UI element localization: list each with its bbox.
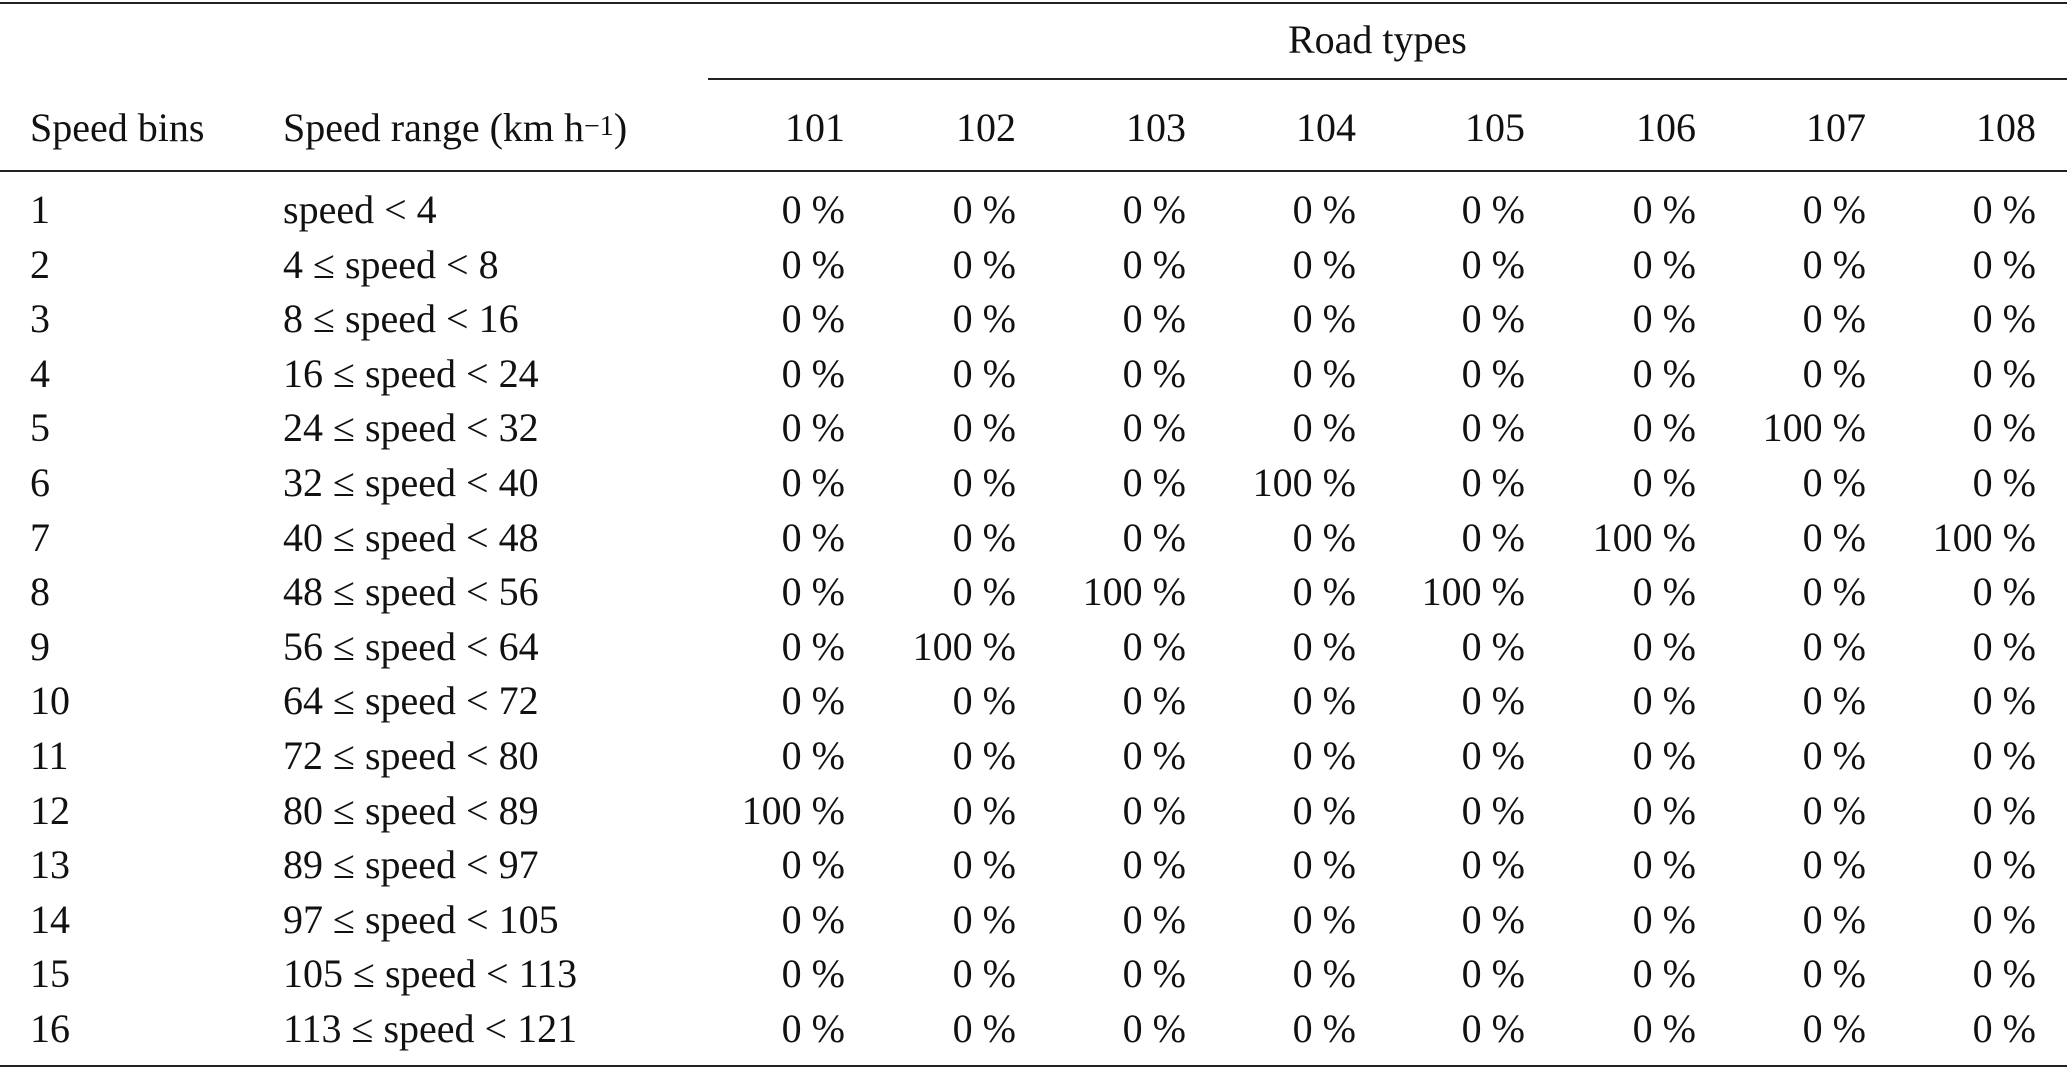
percentage-cell: 0 % [1972,1006,2036,1051]
col-header-speed-range [283,104,627,157]
percentage-cell: 0 % [1802,951,1866,996]
percentage-cell: 0 % [1292,187,1356,232]
percentage-cell: 0 % [1802,733,1866,778]
speed-bin-cell: 16 [30,1006,70,1051]
percentage-cell: 0 % [1632,897,1696,942]
percentage-cell: 0 % [952,296,1016,341]
percentage-cell: 0 % [1122,296,1186,341]
percentage-cell: 0 % [1972,788,2036,833]
speed-bin-cell: 4 [30,351,50,396]
percentage-cell: 0 % [781,296,845,341]
percentage-cell: 0 % [1122,788,1186,833]
percentage-cell: 0 % [781,515,845,560]
percentage-cell: 0 % [1802,296,1866,341]
percentage-cell: 0 % [781,569,845,614]
percentage-cell: 0 % [1972,733,2036,778]
percentage-cell: 100 % [1421,569,1525,614]
percentage-cell: 0 % [1802,515,1866,560]
percentage-cell: 0 % [952,405,1016,450]
percentage-cell: 0 % [1461,897,1525,942]
speed-range-cell: 72 ≤ speed < 80 [283,733,539,778]
speed-range-cell: speed < 4 [283,187,437,232]
percentage-cell: 0 % [1802,460,1866,505]
percentage-cell: 100 % [1082,569,1186,614]
percentage-cell: 0 % [1122,515,1186,560]
col-header-road-type: 103 [1126,105,1186,150]
top-rule [0,2,2067,4]
percentage-cell: 0 % [952,897,1016,942]
percentage-cell: 0 % [1461,788,1525,833]
col-header-road-type: 108 [1976,105,2036,150]
percentage-cell: 0 % [1122,187,1186,232]
speed-bin-cell: 7 [30,515,50,560]
percentage-cell: 0 % [1292,405,1356,450]
percentage-cell: 0 % [1802,842,1866,887]
percentage-cell: 0 % [1461,842,1525,887]
percentage-cell: 0 % [1461,1006,1525,1051]
percentage-cell: 0 % [1461,951,1525,996]
percentage-cell: 100 % [1252,460,1356,505]
percentage-cell: 0 % [1972,842,2036,887]
percentage-cell: 0 % [1802,788,1866,833]
percentage-cell: 0 % [1802,242,1866,287]
speed-range-cell: 113 ≤ speed < 121 [283,1006,578,1051]
percentage-cell: 0 % [1292,296,1356,341]
percentage-cell: 0 % [1802,897,1866,942]
percentage-cell: 0 % [952,1006,1016,1051]
percentage-cell: 0 % [1972,187,2036,232]
percentage-cell: 100 % [1762,405,1866,450]
percentage-cell: 0 % [1632,733,1696,778]
speed-bin-cell: 1 [30,187,50,232]
col-header-road-type: 106 [1636,105,1696,150]
col-header-road-type: 101 [785,105,845,150]
speed-range-cell: 24 ≤ speed < 32 [283,405,539,450]
percentage-cell: 0 % [1972,678,2036,723]
percentage-cell: 0 % [1802,351,1866,396]
percentage-cell: 0 % [781,351,845,396]
percentage-cell: 0 % [781,842,845,887]
bottom-rule [0,1065,2067,1067]
percentage-cell: 0 % [1632,1006,1696,1051]
percentage-cell: 0 % [1632,351,1696,396]
percentage-cell: 0 % [1122,624,1186,669]
percentage-cell: 0 % [781,678,845,723]
percentage-cell: 0 % [1972,569,2036,614]
percentage-cell: 0 % [1632,951,1696,996]
percentage-cell: 0 % [1292,678,1356,723]
percentage-cell: 0 % [781,460,845,505]
speed-range-cell: 89 ≤ speed < 97 [283,842,539,887]
percentage-cell: 0 % [1632,460,1696,505]
percentage-cell: 0 % [952,460,1016,505]
percentage-cell: 0 % [1461,296,1525,341]
percentage-cell: 0 % [1632,788,1696,833]
percentage-cell: 0 % [952,569,1016,614]
group-header-rule [708,78,2067,80]
speed-bin-cell: 10 [30,678,70,723]
percentage-cell: 0 % [1461,624,1525,669]
percentage-cell: 0 % [1292,624,1356,669]
percentage-cell: 0 % [1461,405,1525,450]
percentage-cell: 0 % [1632,405,1696,450]
speed-range-cell: 80 ≤ speed < 89 [283,788,539,833]
speed-range-exponent: −1 [584,111,614,142]
percentage-cell: 0 % [1122,733,1186,778]
percentage-cell: 0 % [1292,733,1356,778]
speed-bin-cell: 2 [30,242,50,287]
percentage-cell: 0 % [1461,515,1525,560]
percentage-cell: 0 % [1292,569,1356,614]
percentage-cell: 0 % [1122,405,1186,450]
speed-bin-cell: 6 [30,460,50,505]
percentage-cell: 0 % [1122,242,1186,287]
col-header-road-type: 102 [956,105,1016,150]
percentage-cell: 100 % [1932,515,2036,560]
percentage-cell: 0 % [781,624,845,669]
speed-bin-cell: 15 [30,951,70,996]
speed-range-cell: 8 ≤ speed < 16 [283,296,519,341]
speed-bin-cell: 5 [30,405,50,450]
percentage-cell: 0 % [952,788,1016,833]
percentage-cell: 0 % [1972,624,2036,669]
speed-bin-cell: 12 [30,788,70,833]
percentage-cell: 100 % [1592,515,1696,560]
percentage-cell: 0 % [952,733,1016,778]
percentage-cell: 0 % [1122,897,1186,942]
speed-bin-cell: 13 [30,842,70,887]
group-header-road-types: Road types [1288,17,1467,62]
speed-bin-cell: 8 [30,569,50,614]
percentage-cell: 0 % [1632,242,1696,287]
percentage-cell: 0 % [1292,242,1356,287]
speed-bin-cell: 9 [30,624,50,669]
percentage-cell: 0 % [1632,842,1696,887]
speed-range-cell: 48 ≤ speed < 56 [283,569,539,614]
percentage-cell: 0 % [1802,624,1866,669]
speed-range-cell: 105 ≤ speed < 113 [283,951,578,996]
percentage-cell: 0 % [1632,569,1696,614]
percentage-cell: 0 % [1122,1006,1186,1051]
speed-range-cell: 16 ≤ speed < 24 [283,351,539,396]
percentage-cell: 0 % [1632,187,1696,232]
speed-range-cell: 64 ≤ speed < 72 [283,678,539,723]
percentage-cell: 0 % [1802,1006,1866,1051]
percentage-cell: 0 % [1122,951,1186,996]
percentage-cell: 0 % [1461,678,1525,723]
speed-range-cell: 97 ≤ speed < 105 [283,897,559,942]
percentage-cell: 0 % [1972,351,2036,396]
percentage-cell: 0 % [781,187,845,232]
speed-range-cell: 4 ≤ speed < 8 [283,242,499,287]
percentage-cell: 0 % [1122,351,1186,396]
percentage-cell: 0 % [1461,242,1525,287]
percentage-cell: 0 % [952,351,1016,396]
percentage-cell: 0 % [781,897,845,942]
percentage-cell: 0 % [1972,242,2036,287]
speed-range-cell: 32 ≤ speed < 40 [283,460,539,505]
percentage-cell: 0 % [1122,842,1186,887]
percentage-cell: 0 % [1972,951,2036,996]
percentage-cell: 0 % [781,1006,845,1051]
col-header-road-type: 107 [1806,105,1866,150]
percentage-cell: 0 % [1632,296,1696,341]
percentage-cell: 0 % [952,842,1016,887]
percentage-cell: 0 % [1802,678,1866,723]
percentage-cell: 0 % [1972,897,2036,942]
percentage-cell: 0 % [781,951,845,996]
col-header-road-type: 104 [1296,105,1356,150]
speed-range-suffix: ) [613,105,628,150]
percentage-cell: 0 % [1461,460,1525,505]
percentage-cell: 100 % [741,788,845,833]
percentage-cell: 0 % [1292,788,1356,833]
percentage-cell: 0 % [1122,678,1186,723]
percentage-cell: 0 % [1972,296,2036,341]
speed-range-prefix: Speed range (km h [283,105,585,150]
percentage-cell: 0 % [952,678,1016,723]
col-header-speed-bins: Speed bins [30,105,205,150]
percentage-cell: 0 % [1972,405,2036,450]
percentage-cell: 0 % [1632,678,1696,723]
header-bottom-rule [0,170,2067,172]
percentage-cell: 0 % [1292,515,1356,560]
percentage-cell: 0 % [1292,351,1356,396]
percentage-cell: 0 % [1632,624,1696,669]
speed-range-cell: 56 ≤ speed < 64 [283,624,539,669]
percentage-cell: 0 % [952,951,1016,996]
speed-bin-cell: 11 [30,733,69,778]
col-header-road-type: 105 [1465,105,1525,150]
speed-bin-cell: 3 [30,296,50,341]
percentage-cell: 0 % [1972,460,2036,505]
percentage-cell: 0 % [1461,733,1525,778]
percentage-cell: 0 % [1802,187,1866,232]
speed-bin-cell: 14 [30,897,70,942]
percentage-cell: 0 % [1292,951,1356,996]
percentage-cell: 0 % [781,733,845,778]
percentage-cell: 0 % [1802,569,1866,614]
percentage-cell: 0 % [952,242,1016,287]
percentage-cell: 0 % [952,515,1016,560]
percentage-cell: 0 % [781,242,845,287]
percentage-cell: 0 % [1461,351,1525,396]
percentage-cell: 0 % [1461,187,1525,232]
percentage-cell: 0 % [1292,1006,1356,1051]
percentage-cell: 0 % [952,187,1016,232]
percentage-cell: 0 % [1122,460,1186,505]
percentage-cell: 100 % [912,624,1016,669]
percentage-cell: 0 % [1292,897,1356,942]
percentage-cell: 0 % [781,405,845,450]
percentage-cell: 0 % [1292,842,1356,887]
speed-range-cell: 40 ≤ speed < 48 [283,515,539,560]
